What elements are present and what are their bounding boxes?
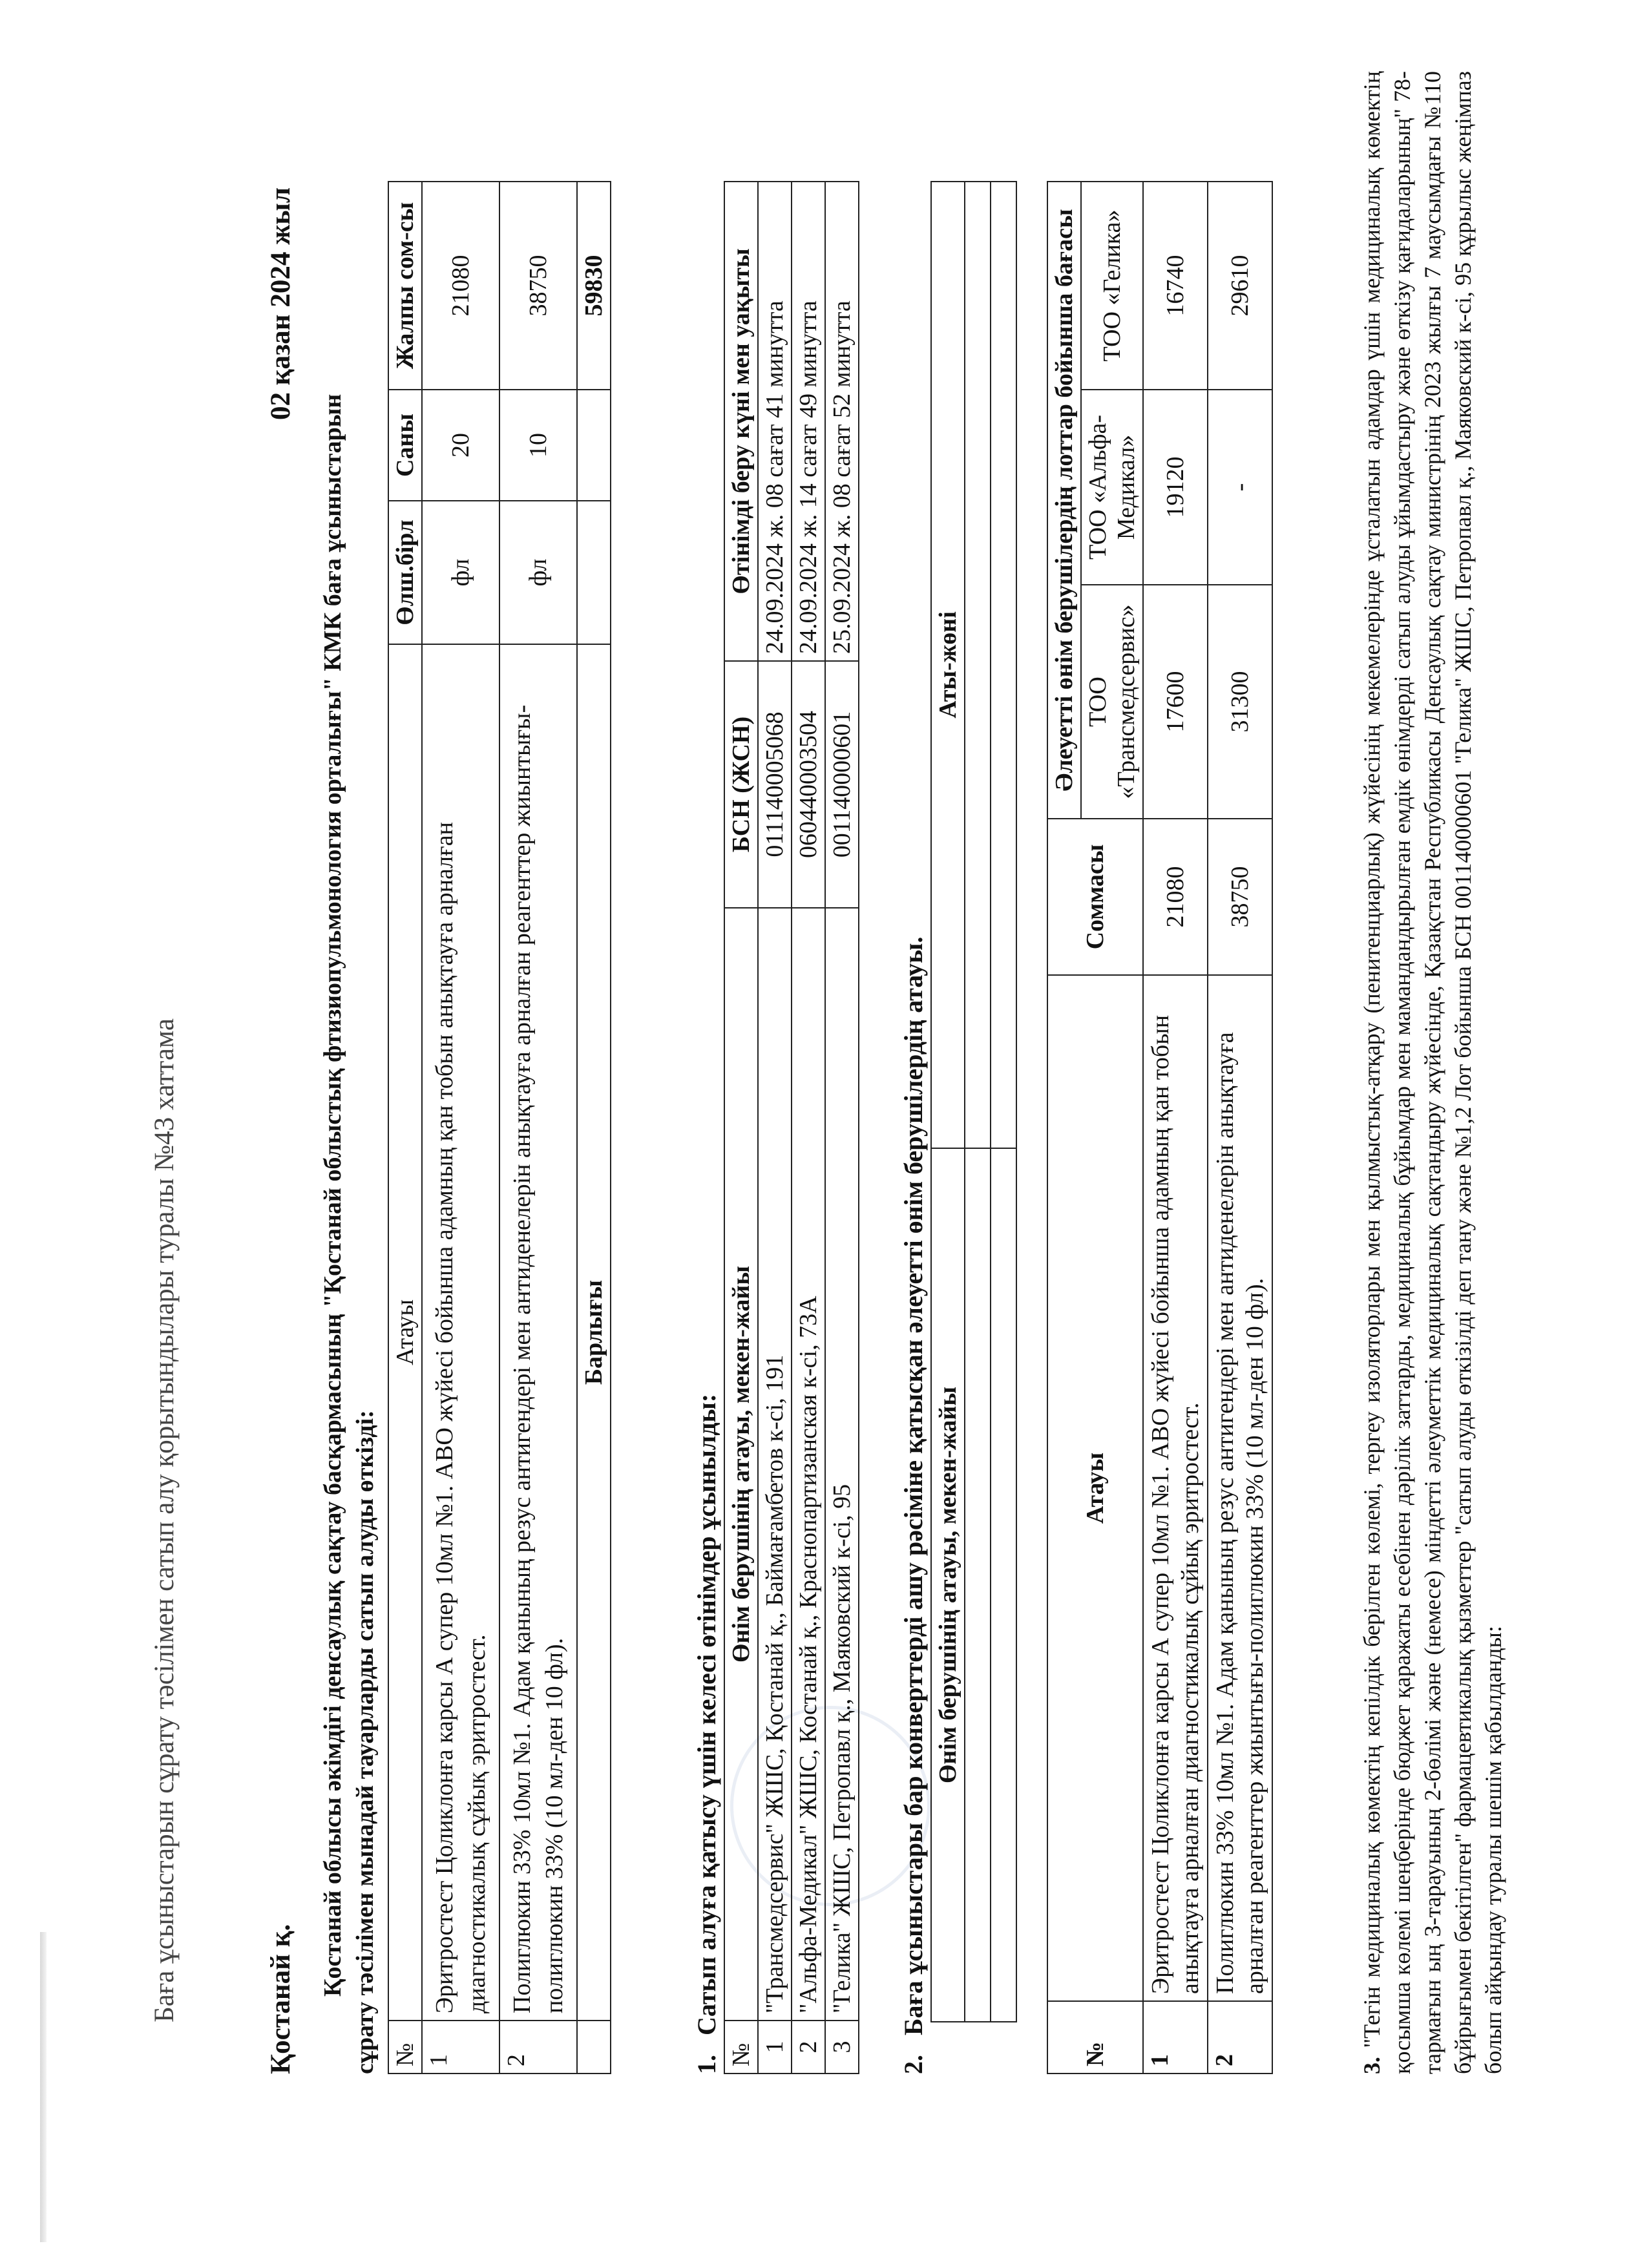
price-header-group: Әлеуетті өнім берушілердің лоттар бойынша бағасы: [1047, 182, 1081, 819]
goods-header-no: №: [388, 2021, 422, 2074]
table-row: [499, 182, 577, 2074]
goods-row-1-name: Эритростест Цоликлонға карсы А супер 10мл №1. АВО жүйесі бойынша адамның қан тобын анықтауға арналған диагностикалық сұйық эритростест.: [422, 644, 499, 2021]
participants-row-2-fio: [991, 182, 1016, 1148]
applications-row-3-time: 25.09.2024 ж. 08 сағат 52 минутта: [825, 182, 859, 661]
section-1-heading: Сатып алуға қатысу үшін келесі өтінімдер ұсынылды:: [692, 1393, 721, 2035]
price-row-1-sum: 21080: [1143, 819, 1208, 975]
applications-table: [724, 181, 859, 2074]
price-header-supplier-2-line-2: Медикал»: [1113, 434, 1140, 540]
applications-row-1-time: 24.09.2024 ж. 08 сағат 41 минутта: [758, 182, 792, 661]
goods-header-name: Атауы: [388, 644, 422, 2021]
goods-total-empty: [577, 2021, 611, 2074]
goods-row-1-qty: 20: [422, 390, 499, 501]
applications-row-3-no: 3: [825, 2021, 859, 2074]
price-row-1-p3: 16740: [1143, 182, 1208, 390]
document-date: 02 қазан 2024 жыл: [266, 187, 296, 420]
applications-row-1-no: 1: [758, 2021, 792, 2074]
goods-row-2-qty: 10: [499, 390, 577, 501]
applications-header: [724, 182, 758, 2074]
section-2-heading: Баға ұсыныстары бар конверттерді ашу рәсіміне қатысқан әлеуетті өнім берушілердің атауы.: [899, 936, 928, 2035]
price-header-sum: Соммасы: [1047, 819, 1143, 975]
goods-header-unit: Өлш.бірл: [388, 501, 422, 644]
price-row-2-p1: 31300: [1208, 585, 1272, 819]
applications-row-1-bin: 011140005068: [758, 661, 792, 908]
price-header-supplier-2: [1081, 390, 1143, 585]
participants-table: [930, 181, 1017, 2022]
rotated-document-page: [52, 26, 1597, 2268]
goods-row-1-no: 1: [422, 2021, 499, 2074]
table-row: [825, 182, 859, 2074]
price-row-1-p1: 17600: [1143, 585, 1208, 819]
applications-header-bin: БСН (ЖСН): [724, 661, 758, 908]
applications-row-2-no: 2: [792, 2021, 825, 2074]
price-header-supplier-1: [1081, 585, 1143, 819]
decision-paragraph: [1357, 71, 1509, 2074]
applications-header-name: Өнім берушінің атауы, мекен-жайы: [724, 908, 758, 2021]
goods-total-value: 59830: [577, 182, 611, 390]
price-table: [1047, 181, 1273, 2074]
price-row-1-no: 1: [1143, 2001, 1208, 2074]
price-header-top: [1047, 182, 1081, 2074]
price-header-no: №: [1047, 2001, 1143, 2074]
price-header-supplier-2-line-1: ТОО «Альфа-: [1084, 415, 1111, 560]
table-row: [1143, 182, 1208, 2074]
document-title: Баға ұсыныстарын сұрату тәсілімен сатып алу қорытындылары туралы №43 хаттама: [149, 1018, 180, 2022]
applications-row-2-bin: 060440003504: [792, 661, 825, 908]
applications-row-2-name: "Альфа-Медикал" ЖШС, Костанай қ., Краснопартизанская к-сі, 73А: [792, 908, 825, 2021]
goods-total-label: Барлығы: [577, 644, 611, 2021]
participants-header: [931, 182, 965, 2022]
goods-total-row: [577, 182, 611, 2074]
applications-header-time: Өтінімді беру күні мен уақыты: [724, 182, 758, 661]
applications-row-3-name: "Гелика" ЖШС, Петропавл қ., Маяковский к-сі, 95: [825, 908, 859, 2021]
goods-row-1-total: 21080: [422, 182, 499, 390]
goods-row-2-name: Полиглюкин 33% 10мл №1. Адам қанының резус антигендері мен антиденелерін анықтауға арналған реагенттер жиынтығы-полиглюкин 33% (10 мл-ден 10 фл).: [499, 644, 577, 2021]
price-row-2-p2: -: [1208, 390, 1272, 585]
table-row: [965, 182, 991, 2022]
goods-row-2-no: 2: [499, 2021, 577, 2074]
goods-total-empty-unit: [577, 501, 611, 644]
intro-paragraph: [317, 220, 381, 2074]
participants-row-1-name: [965, 1148, 991, 2022]
intro-line-1: Қостанай облысы әкімдігі денсаулық сақтау басқармасының "Қостанай облыстық фтизиопульмонология орталығы" КМК баға ұсыныстарын: [319, 394, 346, 1997]
section-1-title: [691, 1394, 722, 2074]
goods-row-2-total: 38750: [499, 182, 577, 390]
goods-header-total: Жалпы сом-сы: [388, 182, 422, 390]
participants-header-fio: Аты-жөні: [931, 182, 965, 1148]
participants-header-name: Өнім берушінің атауы, мекен-жайы: [931, 1148, 965, 2022]
goods-header-qty: Саны: [388, 390, 422, 501]
table-row: [1208, 182, 1272, 2074]
scan-edge-shadow: [40, 1932, 47, 2242]
section-3-number: 3.: [1359, 2057, 1385, 2074]
applications-header-no: №: [724, 2021, 758, 2074]
goods-total-empty-qty: [577, 390, 611, 501]
price-row-1-name: Эритростест Цоликлонға карсы А супер 10мл №1. АВО жүйесі бойынша адамның қан тобын анықтауға арналған диагностикалық сұйық эритростест.: [1143, 975, 1208, 2001]
price-row-2-name: Полиглюкин 33% 10мл №1. Адам қанының резус антигендері мен антиденелерін анықтауға арналған реагенттер жиынтығы-полиглюкин 33% (10 мл-ден 10 фл).: [1208, 975, 1272, 2001]
goods-row-1-unit: фл: [422, 501, 499, 644]
applications-row-2-time: 24.09.2024 ж. 14 сағат 49 минутта: [792, 182, 825, 661]
table-row: [758, 182, 792, 2074]
table-row: [422, 182, 499, 2074]
section-2-number: 2.: [899, 2055, 928, 2074]
price-header-supplier-1-line-2: «Трансмедсервис»: [1113, 604, 1140, 799]
table-row: [991, 182, 1016, 2022]
price-row-2-sum: 38750: [1208, 819, 1272, 975]
city-label: Қостанай қ.: [266, 1924, 296, 2074]
section-1-number: 1.: [692, 2055, 721, 2074]
price-row-2-no: 2: [1208, 2001, 1272, 2074]
price-header-name: Атауы: [1047, 975, 1143, 2001]
applications-row-3-bin: 001140000601: [825, 661, 859, 908]
section-3-text: "Тегін медициналық көмектің кепілдік берілген көлемі, тергеу изоляторлары мен қылмыстық-атқару (пенитенциарлық) жүйесінің мекемелерінде ұсталатын адамдар үшін медициналық көмектің қосымша көлемі шеңберінде бюджет қаражаты есебінен дәрілік заттарды, медициналық бұйымдар мен мамандандырылған емдік өнімдерді сатып алуды ұйымдастыру және өткізу қағидаларының" 78-тармағын ың 3-тарауының 2-бөлімі және (немесе) міндетті әлеуметтік медициналық сақтандыру жүйесінде, Қазақстан Республикасы Денсаулық сақтау министрінің 2023 жылғы 7 маусымдағы №110 бұйрығымен бекітілген" фармацевтикалық қызметтер "сатып алуды өткізілді деп тану және №1,2 Лот бойынша БСН 001140000601 "Гелика" ЖШС, Петропавл қ., Маяковский к-сі, 95 құрылыс жеңімпаз болып айқындау туралы шешім қабылданды:: [1359, 71, 1506, 2074]
price-header-supplier-3: ТОО «Гелика»: [1081, 182, 1143, 390]
goods-row-2-unit: фл: [499, 501, 577, 644]
price-row-2-p3: 29610: [1208, 182, 1272, 390]
goods-table-header: [388, 182, 422, 2074]
goods-table: [388, 181, 611, 2074]
section-2-title: [898, 936, 929, 2074]
participants-row-2-name: [991, 1148, 1016, 2022]
price-row-1-p2: 19120: [1143, 390, 1208, 585]
table-row: [792, 182, 825, 2074]
applications-row-1-name: "Трансмедсервис" ЖШС, Қостанай қ., Баймағамбетов к-сі, 191: [758, 908, 792, 2021]
intro-line-2: сұрату тәсілімен мынадай тауарларды сатып алуды өткізді:: [352, 1410, 379, 2074]
price-header-supplier-1-line-1: ТОО: [1084, 677, 1111, 727]
participants-row-1-fio: [965, 182, 991, 1148]
